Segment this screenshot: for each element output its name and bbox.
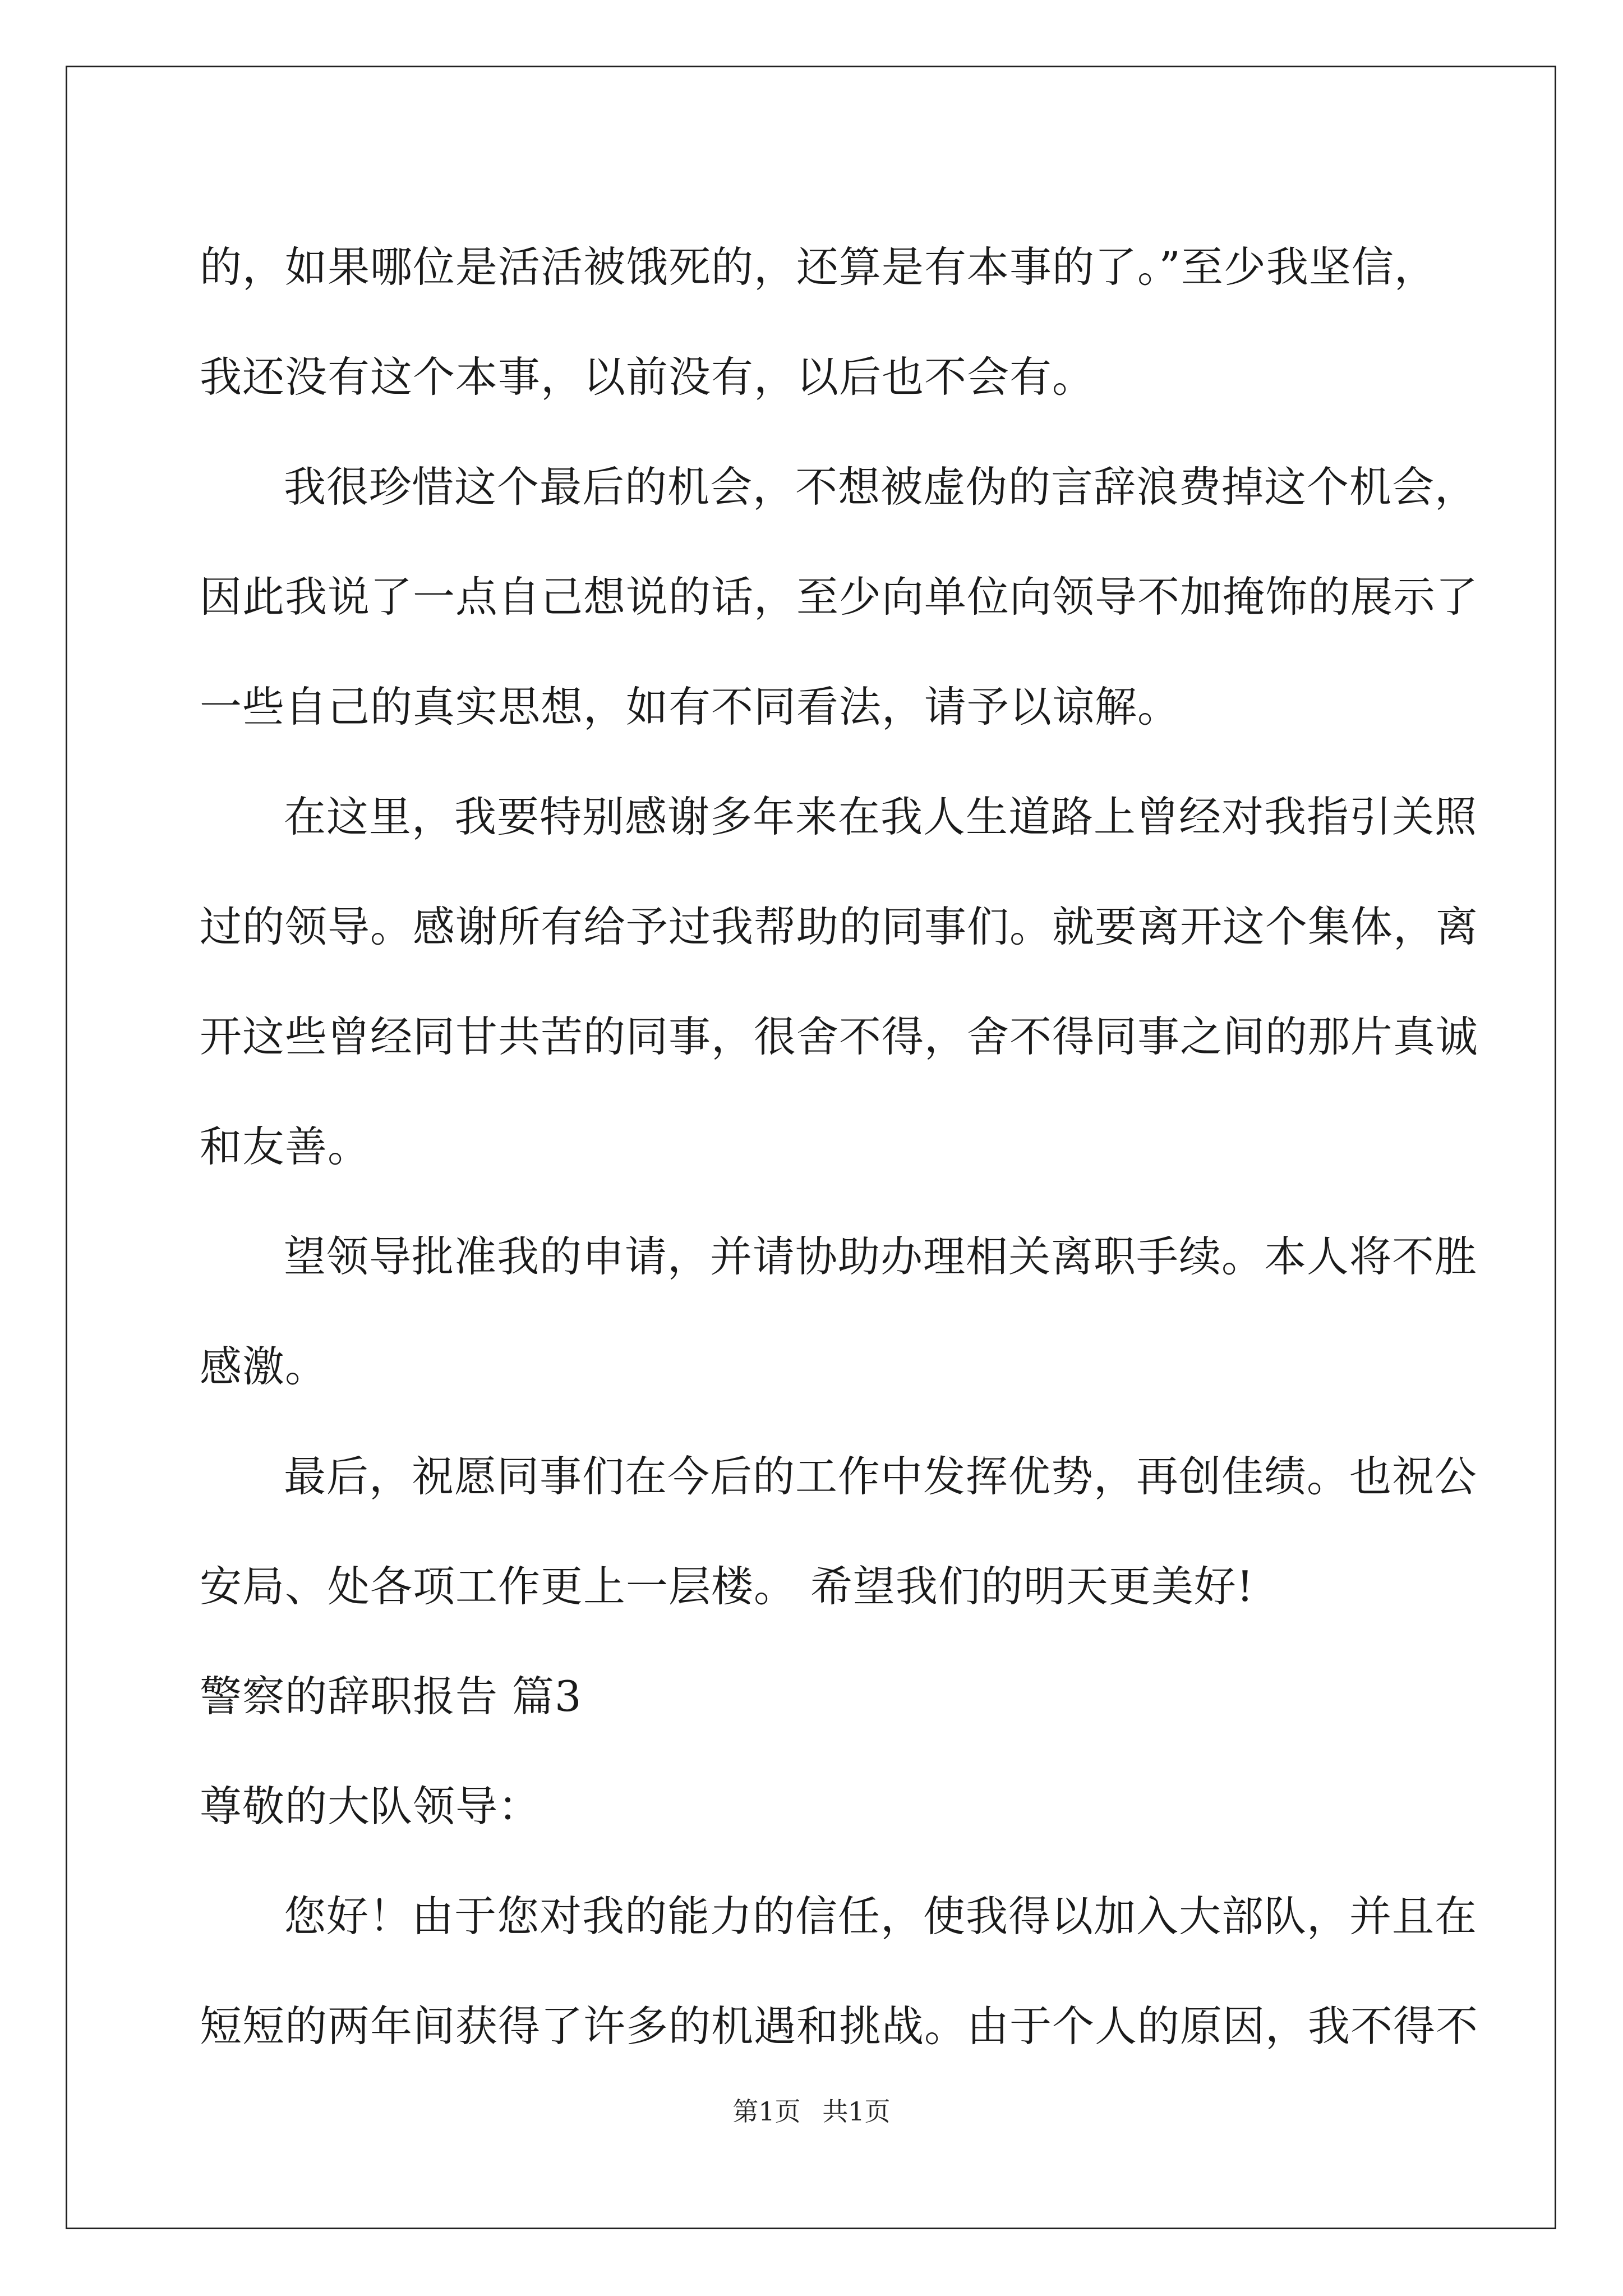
text-line-3: 我很珍惜这个最后的机会，不想被虚伪的言辞浪费掉这个机会， [284,462,1478,512]
text-line-10: 望领导批准我的申请，并请协助办理相关离职手续。本人将不胜 [284,1232,1478,1281]
text-line-4: 因此我说了一点自己想说的话，至少向单位向领导不加掩饰的展示了 [200,572,1479,622]
text-line-16: 您好！由于您对我的能力的信任，使我得以加入大部队，并且在 [284,1892,1478,1941]
salutation: 尊敬的大队领导： [200,1782,541,1831]
text-line-9: 和友善。 [200,1122,371,1171]
text-line-13: 安局、处各项工作更上一层楼。 希望我们的明天更美好! [200,1562,1254,1611]
text-line-12: 最后，祝愿同事们在今后的工作中发挥优势，再创佳绩。也祝公 [284,1452,1478,1501]
text-line-8: 开这些曾经同甘共苦的同事，很舍不得，舍不得同事之间的那片真诚 [200,1012,1479,1061]
text-line-11: 感激。 [200,1342,328,1391]
document-body [200,212,1479,2081]
text-line-6: 在这里，我要特别感谢多年来在我人生道路上曾经对我指引关照 [284,792,1478,841]
text-line-17: 短短的两年间获得了许多的机遇和挑战。由于个人的原因，我不得不 [200,2001,1479,2051]
text-line-7: 过的领导。感谢所有给予过我帮助的同事们。就要离开这个集体，离 [200,902,1479,951]
section-heading: 警察的辞职报告 篇3 [200,1672,582,1721]
page-number-current: 第1页 [732,2096,801,2127]
page-number-total: 共1页 [822,2096,891,2127]
page-footer [0,2091,1623,2128]
text-line-5: 一些自己的真实思想，如有不同看法，请予以谅解。 [200,682,1181,731]
text-line-1: 的，如果哪位是活活被饿死的，还算是有本事的了。”至少我坚信， [200,242,1437,292]
text-line-2: 我还没有这个本事，以前没有，以后也不会有。 [200,352,1095,402]
